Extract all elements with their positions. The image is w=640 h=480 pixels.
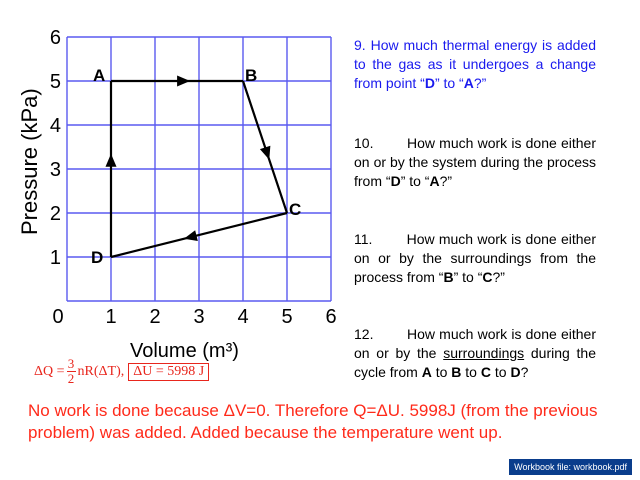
question-number: 10.: [354, 135, 374, 151]
x-tick-label: 6: [325, 306, 337, 328]
pv-diagram: [0, 0, 350, 400]
chart-grid: [67, 37, 331, 301]
question-9: 9. How much thermal energy is added to the gas as it undergoes a change from point “D” to “A?”: [354, 37, 596, 91]
direction-arrow: [106, 154, 117, 167]
y-axis-label: Pressure (kPa): [17, 88, 42, 235]
direction-arrow: [177, 76, 190, 87]
y-tick-label: 4: [49, 115, 61, 137]
point-label: C: [289, 200, 302, 219]
point-label: A: [93, 66, 106, 85]
x-axis-label: Volume (m³): [130, 340, 239, 362]
boxed-result: ΔU = 5998 J: [128, 363, 209, 381]
question-number: 11.: [354, 231, 373, 247]
y-tick-label: 6: [49, 27, 61, 49]
direction-arrow: [260, 146, 270, 160]
y-tick-label: 3: [49, 159, 61, 181]
x-tick-label: 0: [52, 306, 64, 328]
answer-text: No work is done because ΔV=0. Therefore Q=ΔU. 5998J (from the previous problem) was added. Added because the temperature went up.: [28, 401, 598, 442]
path-segment: [243, 81, 287, 213]
y-tick-label: 1: [49, 247, 61, 269]
question-11: 11. How much work is done either on or by the surroundings from the process from “B” to “C?”: [354, 231, 596, 285]
x-tick-label: 2: [149, 306, 161, 328]
x-tick-label: 5: [281, 306, 293, 328]
x-tick-label: 4: [237, 306, 249, 328]
question-number: 12.: [354, 326, 374, 342]
question-10: 10. How much work is done either on or by the system during the process from “D” to “A?”: [354, 135, 596, 189]
point-label: D: [91, 248, 104, 267]
x-tick-label: 3: [193, 306, 205, 328]
fraction: $\frac{3}{2}$: [67, 356, 75, 386]
workbook-file-link[interactable]: Workbook file: workbook.pdf: [509, 459, 632, 475]
question-number: 9.: [354, 37, 366, 53]
direction-arrows: [106, 76, 271, 241]
point-label: B: [245, 66, 258, 85]
y-tick-label: 5: [49, 71, 61, 93]
heat-equation: ΔQ = $\frac{3}{2}$ nR(ΔT), ΔU = 5998 J: [34, 357, 209, 386]
y-tick-label: 2: [49, 203, 61, 225]
x-tick-label: 1: [105, 306, 117, 328]
question-12: 12. How much work is done either on or by the surroundings during the cycle from A to B to C to D?: [354, 326, 596, 380]
